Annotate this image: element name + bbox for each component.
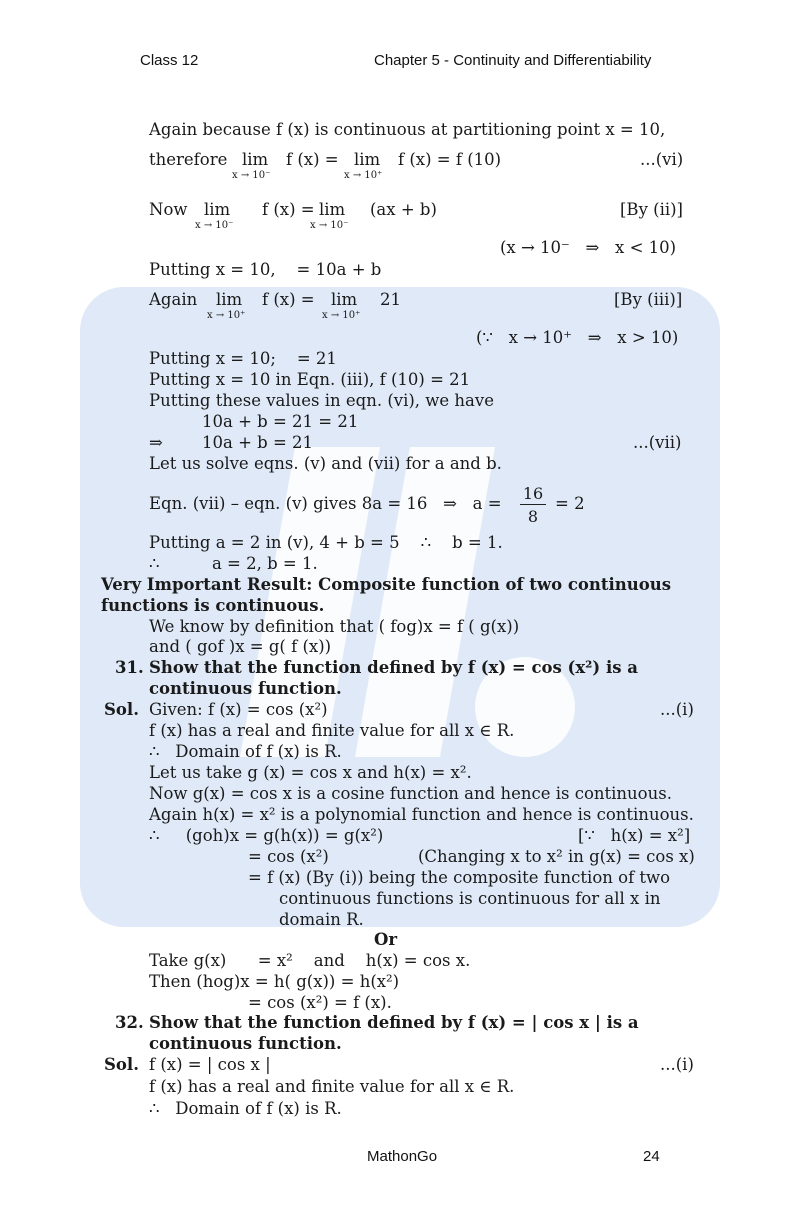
equation: ∴ a = 2, b = 1. [149,554,318,573]
expression: (ax + b) [370,200,437,219]
line-putting: Putting x = 10, = 10a + b [149,260,382,279]
equation: 10a + b = 21 [202,433,314,452]
lim-subscript: x → 10⁻ [195,220,234,231]
lim-subscript: x → 10⁺ [344,170,383,181]
equation-tag: ...(i) [660,1055,694,1074]
lim-subscript: x → 10⁻ [310,220,349,231]
question-number: 32. [115,1013,144,1032]
definition-line: We know by definition that ( fog)x = f ( g(x)) [149,617,520,636]
lim-subscript: x → 10⁺ [322,310,361,321]
text-now: Now [149,200,188,219]
solution-line: Given: f (x) = cos (x²) [149,700,328,719]
expression: f (x) = [262,290,315,309]
equation: Putting a = 2 in (v), 4 + b = 5 ∴ b = 1. [149,533,503,552]
line-solve: Let us solve eqns. (v) and (vii) for a and b. [149,454,502,473]
definition-line: and ( gof )x = g( f (x)) [149,637,332,656]
text-again: Again [149,290,198,309]
equation-tag: [By (ii)] [620,200,683,219]
solution-line: f (x) = | cos x | [149,1055,271,1074]
lim-label: lim [204,200,231,219]
equation-tag: [∵ h(x) = x²] [578,826,691,845]
solution-line: f (x) has a real and finite value for all x ∈ R. [149,721,515,740]
equation-tag: [By (iii)] [614,290,683,309]
text-therefore: therefore [149,150,228,169]
solution-line: Then (hog)x = h( g(x)) = h(x²) [149,972,400,991]
footer-brand: MathonGo [367,1148,438,1165]
line-continuity-statement: Again because f (x) is continuous at partitioning point x = 10, [149,120,666,139]
fraction-numerator: 16 [522,484,544,503]
lim-label: lim [331,290,358,309]
solution-line: ∴ (goh)x = g(h(x)) = g(x²) [149,826,384,845]
equation: 10a + b = 21 = 21 [202,412,359,431]
solution-line: Let us take g (x) = cos x and h(x) = x². [149,763,472,782]
lim-label: lim [354,150,381,169]
fraction-bar [520,504,546,505]
or-divider: Or [374,930,398,949]
solution-line: f (x) has a real and finite value for all x ∈ R. [149,1077,515,1096]
solution-label: Sol. [104,700,139,719]
page-number: 24 [643,1148,660,1165]
expression: f (x) = [286,150,339,169]
solution-line: continuous functions is continuous for all x in [279,889,661,908]
lim-label: lim [319,200,346,219]
line-putting: Putting x = 10 in Eqn. (iii), f (10) = 21 [149,370,471,389]
solution-line: domain R. [279,910,364,929]
header-class: Class 12 [140,52,199,69]
solution-line: Take g(x) = x² and h(x) = cos x. [149,951,471,970]
solution-line: = cos (x²) [248,847,329,866]
fraction-denominator: 8 [527,507,539,526]
equation-tag: ...(vi) [640,150,684,169]
expression: f (x) = [262,200,315,219]
expression: f (x) = f (10) [398,150,502,169]
solution-line: Now g(x) = cos x is a cosine function and hence is continuous. [149,784,672,803]
condition-note: (x → 10⁻ ⇒ x < 10) [500,238,677,257]
question-number: 31. [115,658,144,677]
condition-note: (∵ x → 10⁺ ⇒ x > 10) [476,328,679,347]
expression: 21 [380,290,401,309]
question-text: continuous function. [149,679,342,698]
line-putting: Putting x = 10; = 21 [149,349,337,368]
header-chapter: Chapter 5 - Continuity and Differentiability [374,52,652,69]
question-text: continuous function. [149,1034,342,1053]
solution-line: = f (x) (By (i)) being the composite function of two [248,868,671,887]
question-text: Show that the function defined by f (x) = | cos x | is a [149,1013,639,1032]
solution-line: ∴ Domain of f (x) is R. [149,1099,342,1118]
solution-line: Again h(x) = x² is a polynomial function and hence is continuous. [149,805,694,824]
lim-subscript: x → 10⁺ [207,310,246,321]
equation: = 2 [555,494,585,513]
important-result-title: Very Important Result: Composite function of two continuous [101,575,672,594]
equation-tag: (Changing x to x² in g(x) = cos x) [418,847,695,866]
equation-tag: ...(vii) [633,433,682,452]
important-result-title: functions is continuous. [101,596,325,615]
solution-label: Sol. [104,1055,139,1074]
lim-subscript: x → 10⁻ [232,170,271,181]
equation-tag: ...(i) [660,700,694,719]
solution-line: ∴ Domain of f (x) is R. [149,742,342,761]
solution-line: = cos (x²) = f (x). [248,993,392,1012]
implies-arrow: ⇒ [149,433,163,452]
line-putting: Putting these values in eqn. (vi), we have [149,391,494,410]
equation: Eqn. (vii) – eqn. (v) gives 8a = 16 ⇒ a = [149,494,502,513]
lim-label: lim [242,150,269,169]
question-text: Show that the function defined by f (x) = cos (x²) is a [149,658,638,677]
lim-label: lim [216,290,243,309]
